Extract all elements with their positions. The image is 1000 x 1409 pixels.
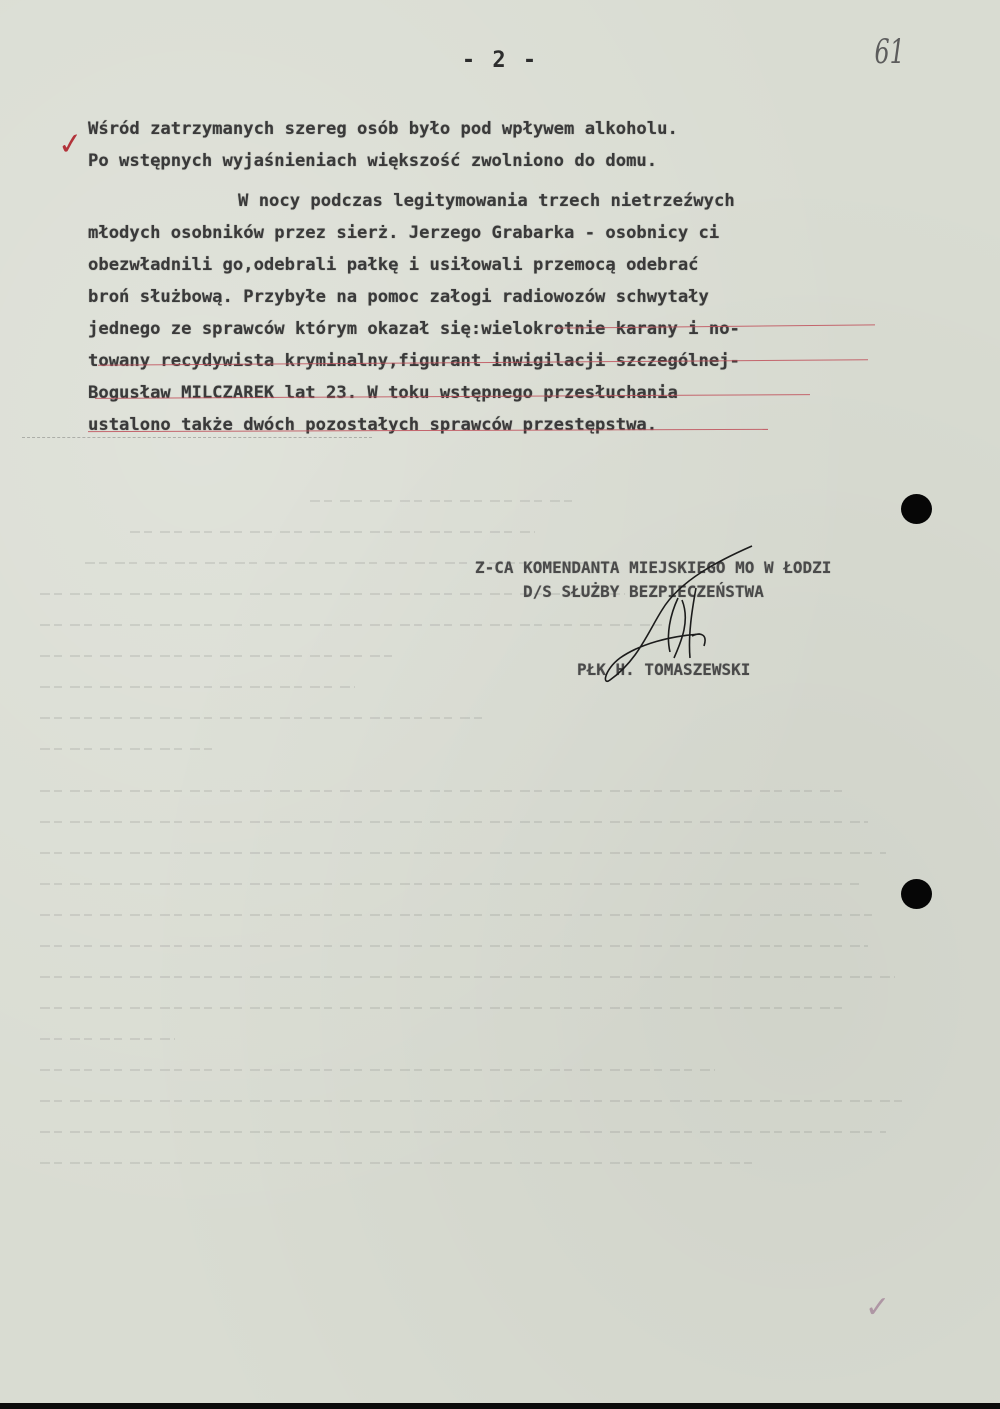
page-number: - 2 - [461,48,539,73]
paragraph-2-line-5: jednego ze sprawców którym okazał się:wielokrotnie karany i no- [88,319,740,339]
signatory-title-line-1: Z-CA KOMENDANTA MIEJSKIEGO MO W ŁODZI [475,558,832,577]
document-body [88,113,888,441]
reverse-side-bleed-through [40,500,940,1280]
punch-hole [901,879,932,909]
paragraph-1-line-1: Wśród zatrzymanych szereg osób było pod wpływem alkoholu. [88,119,678,139]
paragraph-1-line-2: Po wstępnych wyjaśnieniach większość zwolniono do domu. [88,151,658,171]
paragraph-2-line-2: młodych osobników przez sierż. Jerzego Grabarka - osobnicy ci [88,223,720,243]
punch-hole [901,494,932,524]
paragraph-2-line-8: ustalono także dwóch pozostałych sprawców przestępstwa. [88,415,658,435]
signatory-name: PŁK H. TOMASZEWSKI [577,660,751,679]
handwritten-signature-icon [600,540,770,690]
separator-line [22,437,372,438]
paragraph-2-line-7: Bogusław MILCZAREK lat 23. W toku wstępnego przesłuchania [88,383,678,403]
signatory-title-line-2: D/S SŁUŻBY BEZPIECZEŃSTWA [523,582,764,601]
paragraph-2-line-3: obezwładnili go,odebrali pałkę i usiłowali przemocą odebrać [88,255,699,275]
paragraph-2-line-4: broń służbową. Przybyłe na pomoc załogi radiowozów schwytały [88,287,709,307]
paragraph-2-line-1: W nocy podczas legitymowania trzech nietrzeźwych [238,191,735,211]
paragraph-2-line-6: towany recydywista kryminalny,figurant inwigilacji szczególnej- [88,351,740,371]
archive-folio-number: 61 [874,32,905,72]
red-check-mark-icon: ✓ [56,125,85,164]
faint-check-mark-icon: ✓ [865,1290,891,1325]
